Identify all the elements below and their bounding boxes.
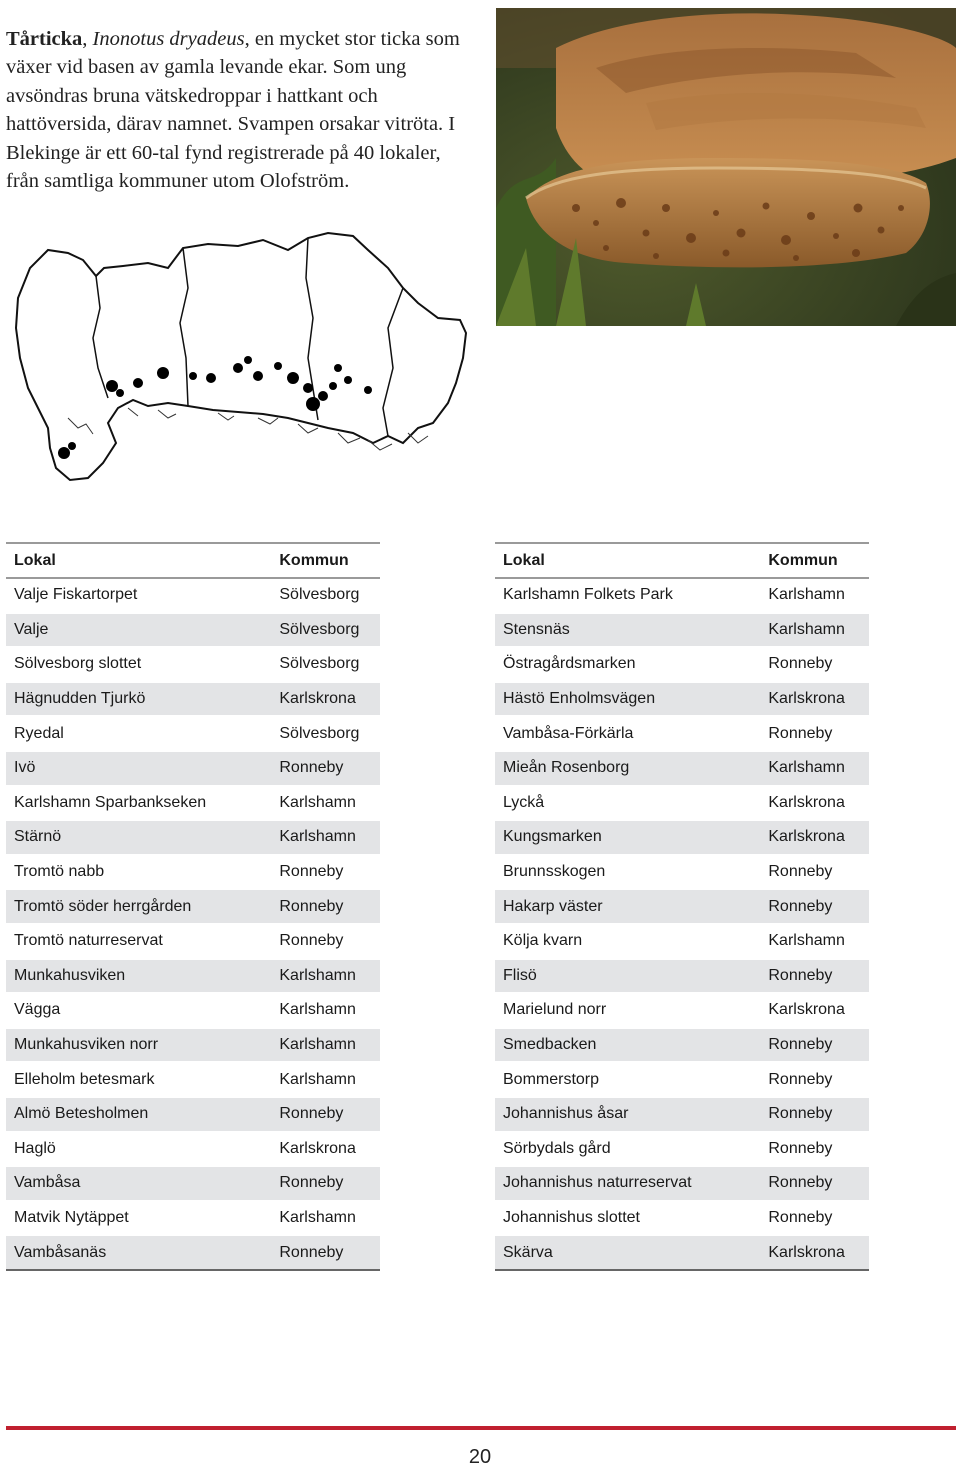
table-row [495, 682, 869, 717]
cell-kommun: Ronneby [760, 1166, 869, 1201]
table-row [495, 993, 869, 1028]
cell-kommun: Ronneby [760, 959, 869, 994]
cell-kommun: Ronneby [760, 647, 869, 682]
cell-lokal: Tromtö naturreservat [6, 924, 271, 959]
cell-lokal: Karlshamn Folkets Park [495, 578, 760, 613]
table-row [6, 1235, 380, 1270]
table-row [495, 1235, 869, 1270]
table-row [6, 647, 380, 682]
column-header-lokal: Lokal [6, 543, 271, 578]
table-row [6, 855, 380, 890]
table-row [495, 1166, 869, 1201]
cell-lokal: Karlshamn Sparbankseken [6, 786, 271, 821]
table-row [6, 924, 380, 959]
cell-kommun: Ronneby [271, 924, 380, 959]
cell-kommun: Karlskrona [760, 682, 869, 717]
cell-kommun: Karlshamn [271, 1062, 380, 1097]
cell-kommun: Karlshamn [271, 786, 380, 821]
table-row [495, 959, 869, 994]
fungus-photo-illustration [496, 8, 956, 326]
page-number: 20 [468, 1446, 492, 1468]
bracket-fungus-photo [496, 8, 956, 326]
table-row [6, 959, 380, 994]
table-row [495, 1062, 869, 1097]
table-row [495, 855, 869, 890]
cell-kommun: Sölvesborg [271, 578, 380, 613]
table-row [6, 889, 380, 924]
table-row [6, 613, 380, 648]
table-row [6, 1028, 380, 1063]
table-row [6, 786, 380, 821]
cell-lokal: Östragårdsmarken [495, 647, 760, 682]
cell-lokal: Munkahusviken [6, 959, 271, 994]
cell-lokal: Lyckå [495, 786, 760, 821]
cell-kommun: Ronneby [760, 889, 869, 924]
cell-lokal: Sörbydals gård [495, 1132, 760, 1167]
cell-kommun: Karlshamn [271, 993, 380, 1028]
cell-lokal: Hakarp väster [495, 889, 760, 924]
cell-kommun: Ronneby [271, 889, 380, 924]
cell-lokal: Stärnö [6, 820, 271, 855]
cell-kommun: Karlshamn [271, 959, 380, 994]
name-separator: , [82, 27, 93, 50]
table-row [6, 751, 380, 786]
cell-lokal: Valje [6, 613, 271, 648]
table-row [6, 578, 380, 613]
municipality-borders [93, 238, 403, 436]
cell-lokal: Mieån Rosenborg [495, 751, 760, 786]
county-outline [16, 233, 466, 480]
cell-kommun: Karlshamn [760, 924, 869, 959]
cell-kommun: Sölvesborg [271, 647, 380, 682]
table-row [495, 613, 869, 648]
cell-lokal: Johannishus naturreservat [495, 1166, 760, 1201]
cell-kommun: Ronneby [760, 1097, 869, 1132]
table-row [495, 751, 869, 786]
cell-kommun: Ronneby [271, 855, 380, 890]
cell-kommun: Karlshamn [760, 751, 869, 786]
cell-kommun: Ronneby [760, 1028, 869, 1063]
table-row [6, 1132, 380, 1167]
table-row [6, 1062, 380, 1097]
cell-kommun: Ronneby [271, 1166, 380, 1201]
cell-kommun: Karlskrona [271, 682, 380, 717]
table-row [495, 578, 869, 613]
cell-lokal: Hästö Enholmsvägen [495, 682, 760, 717]
cell-lokal: Munkahusviken norr [6, 1028, 271, 1063]
table-row [495, 786, 869, 821]
table-row [495, 647, 869, 682]
cell-kommun: Karlskrona [760, 1235, 869, 1270]
table-row [495, 1132, 869, 1167]
column-header-kommun: Kommun [760, 543, 869, 578]
table-row [495, 1028, 869, 1063]
cell-lokal: Sölvesborg slottet [6, 647, 271, 682]
cell-lokal: Bommerstorp [495, 1062, 760, 1097]
cell-lokal: Ivö [6, 751, 271, 786]
cell-lokal: Tromtö nabb [6, 855, 271, 890]
cell-lokal: Matvik Nytäppet [6, 1201, 271, 1236]
cell-lokal: Hägnudden Tjurkö [6, 682, 271, 717]
cell-kommun: Ronneby [760, 1062, 869, 1097]
cell-lokal: Stensnäs [495, 613, 760, 648]
cell-kommun: Karlshamn [760, 613, 869, 648]
species-common-name: Tårticka [6, 27, 83, 50]
cell-lokal: Marielund norr [495, 993, 760, 1028]
cell-lokal: Kungsmarken [495, 820, 760, 855]
coastline-islands [68, 408, 428, 450]
cell-lokal: Kölja kvarn [495, 924, 760, 959]
cell-kommun: Karlshamn [760, 578, 869, 613]
cell-kommun: Karlshamn [271, 820, 380, 855]
cell-kommun: Karlshamn [271, 1028, 380, 1063]
table-header-row [495, 543, 869, 578]
intro-paragraph [6, 25, 476, 197]
table-row [6, 682, 380, 717]
locations-table-right [495, 542, 869, 1271]
cell-lokal: Smedbacken [495, 1028, 760, 1063]
cell-kommun: Sölvesborg [271, 716, 380, 751]
table-row [6, 820, 380, 855]
table-row [495, 889, 869, 924]
table-row [495, 924, 869, 959]
cell-kommun: Karlskrona [760, 786, 869, 821]
table-row [495, 1097, 869, 1132]
cell-lokal: Elleholm betesmark [6, 1062, 271, 1097]
cell-lokal: Vambåsa-Förkärla [495, 716, 760, 751]
cell-kommun: Ronneby [760, 855, 869, 890]
table-header-row [6, 543, 380, 578]
cell-lokal: Skärva [495, 1235, 760, 1270]
cell-lokal: Vägga [6, 993, 271, 1028]
footer-divider [6, 1426, 956, 1430]
distribution-map [8, 228, 470, 488]
cell-lokal: Almö Betesholmen [6, 1097, 271, 1132]
cell-kommun: Ronneby [271, 1097, 380, 1132]
cell-kommun: Karlskrona [271, 1132, 380, 1167]
cell-lokal: Flisö [495, 959, 760, 994]
cell-kommun: Ronneby [271, 1235, 380, 1270]
species-description: , en mycket stor ticka som växer vid basen av gamla levande ekar. Som ung avsöndras bruna vätskedroppar i hattkant och hattöversida, därav namnet. Svampen orsakar vitröta. I Blekinge är ett 60-tal fynd registrerade på 40 lokaler, från samtliga kommuner utom Olofström. [6, 27, 460, 193]
table-row [6, 1201, 380, 1236]
cell-kommun: Ronneby [760, 1201, 869, 1236]
column-header-lokal: Lokal [495, 543, 760, 578]
cell-kommun: Sölvesborg [271, 613, 380, 648]
table-row [6, 716, 380, 751]
cell-lokal: Tromtö söder herrgården [6, 889, 271, 924]
table-row [6, 993, 380, 1028]
table-row [495, 820, 869, 855]
table-row [6, 1166, 380, 1201]
cell-kommun: Ronneby [760, 716, 869, 751]
table-row [6, 1097, 380, 1132]
table-row [495, 716, 869, 751]
cell-lokal: Ryedal [6, 716, 271, 751]
cell-kommun: Karlskrona [760, 820, 869, 855]
species-scientific-name: Inonotus dryadeus [92, 27, 245, 50]
locations-table-left [6, 542, 380, 1271]
cell-kommun: Ronneby [760, 1132, 869, 1167]
cell-kommun: Karlskrona [760, 993, 869, 1028]
column-header-kommun: Kommun [271, 543, 380, 578]
cell-lokal: Valje Fiskartorpet [6, 578, 271, 613]
cell-lokal: Brunnsskogen [495, 855, 760, 890]
cell-kommun: Karlshamn [271, 1201, 380, 1236]
cell-lokal: Johannishus åsar [495, 1097, 760, 1132]
cell-lokal: Vambåsa [6, 1166, 271, 1201]
find-markers [58, 356, 372, 459]
cell-kommun: Ronneby [271, 751, 380, 786]
blekinge-county-map [8, 228, 470, 488]
table-row [495, 1201, 869, 1236]
cell-lokal: Johannishus slottet [495, 1201, 760, 1236]
cell-lokal: Haglö [6, 1132, 271, 1167]
cell-lokal: Vambåsanäs [6, 1235, 271, 1270]
